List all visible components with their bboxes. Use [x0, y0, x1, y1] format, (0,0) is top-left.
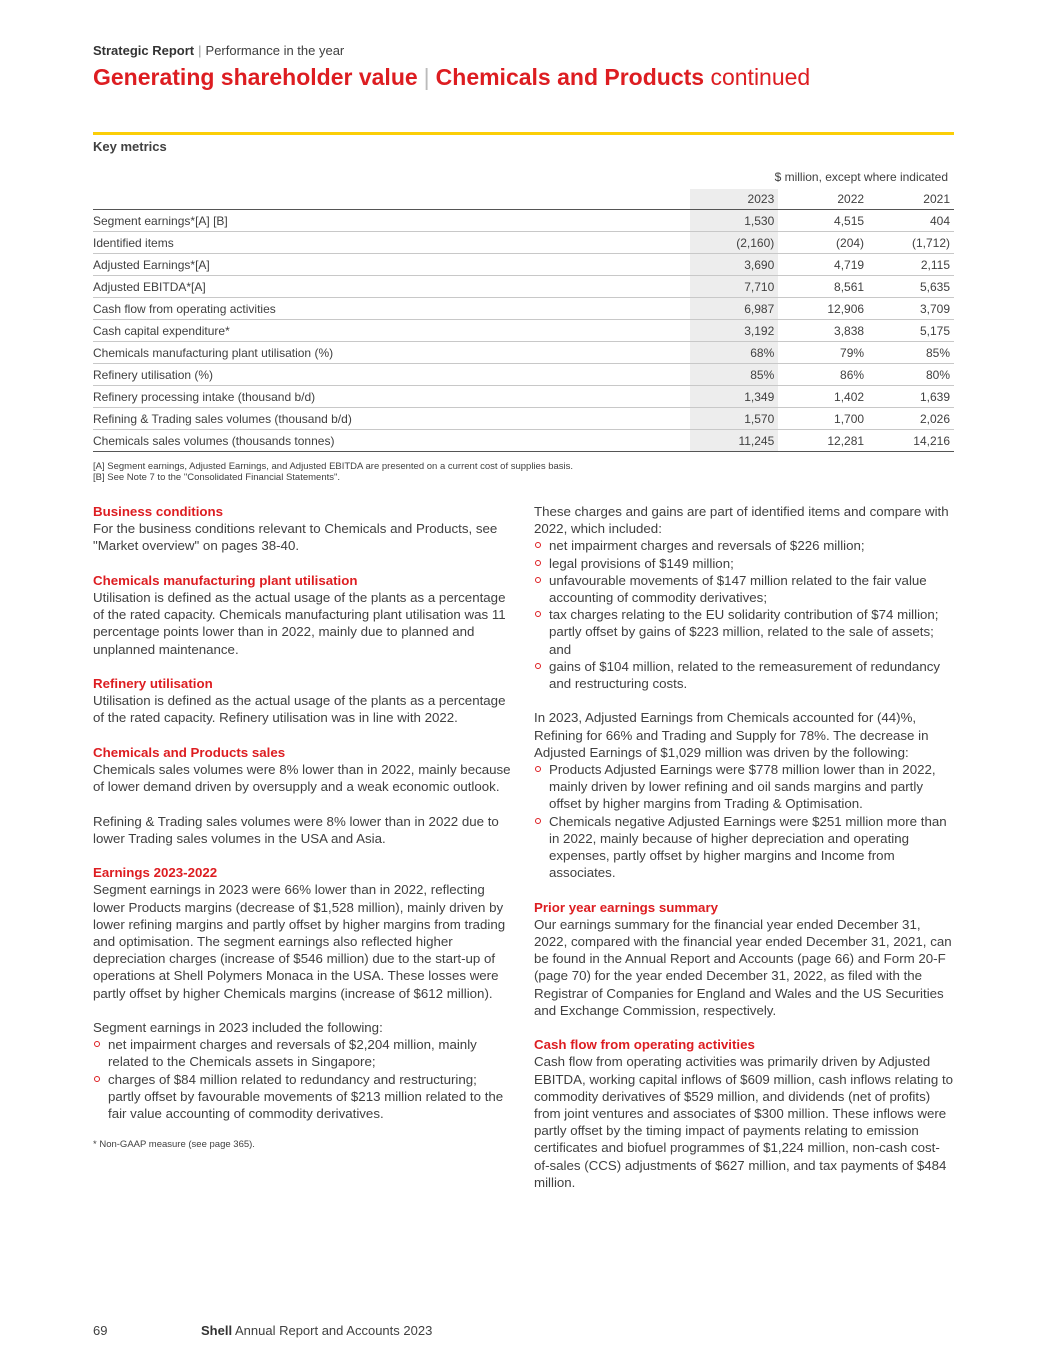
chem-util-section: [93, 572, 513, 658]
column-header-2022: 2022: [778, 189, 868, 210]
key-metrics-table: [93, 189, 954, 452]
cell-2021: 2,026: [868, 408, 954, 430]
cell-2021: 80%: [868, 364, 954, 386]
cell-2023: 1,530: [690, 210, 778, 232]
breadcrumb-separator: |: [198, 43, 202, 58]
table-notes: [93, 461, 573, 483]
list-item: Products Adjusted Earnings were $778 million lower than in 2022, mainly driven by lower refining and oil sands margins and partly offset by higher margins from Trading & Optimisation.: [534, 761, 954, 813]
section-divider: [93, 132, 954, 135]
business-conditions-heading: Business conditions: [93, 504, 224, 519]
earnings-paragraph-2: Segment earnings in 2023 included the following:: [93, 1020, 383, 1035]
cashflow-text: Cash flow from operating activities was primarily driven by Adjusted EBITDA, working capital inflows of $609 million, cash inflows relating to commodity derivatives of $529 million, and dividends (net of profits) from joint ventures and associates of $300 million. These inflows were partly offset by the timing impact of payments relating to emission certificates and biofuel programmes of $1,224 million, non-cash cost-of-sales (CCS) adjustments of $627 million, and tax payments of $484 million.: [534, 1054, 954, 1190]
cell-2022: 1,700: [778, 408, 868, 430]
table-header-row: [93, 189, 954, 210]
row-label: Refinery processing intake (thousand b/d): [93, 386, 690, 408]
table-row: [93, 276, 954, 298]
earnings-bullet-list: [93, 1036, 513, 1122]
cell-2021: 1,639: [868, 386, 954, 408]
cell-2023: 3,192: [690, 320, 778, 342]
cell-2022: 12,906: [778, 298, 868, 320]
list-item: unfavourable movements of $147 million related to the fair value accounting of commodity derivatives;: [534, 572, 954, 606]
key-metrics-heading: Key metrics: [93, 139, 167, 154]
adjusted-earnings-list: [534, 761, 954, 881]
footer-brand-name: Shell: [201, 1323, 233, 1338]
right-column: [534, 503, 954, 1191]
business-conditions-section: [93, 503, 513, 555]
identified-items-intro: These charges and gains are part of identified items and compare with 2022, which included:: [534, 504, 949, 537]
title-suffix: continued: [710, 64, 811, 90]
ref-util-section: [93, 675, 513, 727]
title-segment: Chemicals and Products: [435, 64, 705, 90]
cell-2022: 3,838: [778, 320, 868, 342]
row-label: Segment earnings*[A] [B]: [93, 210, 690, 232]
list-item: net impairment charges and reversals of $2,204 million, mainly related to the Chemicals assets in Singapore;: [93, 1036, 513, 1070]
cell-2023: 68%: [690, 342, 778, 364]
left-column: [93, 503, 513, 1151]
cell-2022: 79%: [778, 342, 868, 364]
table-row: [93, 342, 954, 364]
non-gaap-footnote: * Non-GAAP measure (see page 365).: [93, 1139, 255, 1151]
cell-2023: 7,710: [690, 276, 778, 298]
breadcrumb-section[interactable]: Strategic Report: [93, 43, 195, 58]
cell-2023: 3,690: [690, 254, 778, 276]
title-main: Generating shareholder value: [93, 64, 418, 90]
adjusted-earnings-intro: In 2023, Adjusted Earnings from Chemicals accounted for (44)%, Refining for 66% and Trading and Supply for 78%. The decrease in Adjusted Earnings of $1,029 million was driven by the following:: [534, 710, 929, 760]
sales-paragraph-2: Refining & Trading sales volumes were 8% lower than in 2022 due to lower Trading sales volumes in the USA and Asia.: [93, 813, 499, 846]
footer-report-title: Annual Report and Accounts 2023: [234, 1323, 433, 1338]
list-item: Chemicals negative Adjusted Earnings were $251 million more than in 2022, mainly because of higher depreciation and operating expenses, partly offset by higher margins and Income from associates.: [534, 813, 954, 882]
units-label: $ million, except where indicated: [774, 170, 948, 184]
list-item: tax charges relating to the EU solidarity contribution of $74 million; partly offset by gains of $223 million, related to the sale of assets; and: [534, 606, 954, 658]
page-title: [93, 64, 810, 91]
list-item: net impairment charges and reversals of $226 million;: [534, 537, 954, 554]
sales-section: [93, 744, 513, 847]
row-label: Identified items: [93, 232, 690, 254]
cell-2021: 14,216: [868, 430, 954, 452]
cell-2022: 1,402: [778, 386, 868, 408]
business-conditions-text: For the business conditions relevant to Chemicals and Products, see "Market overview" on pages 38-40.: [93, 521, 498, 554]
cell-2021: 5,635: [868, 276, 954, 298]
cell-2022: 86%: [778, 364, 868, 386]
prior-year-section: [534, 899, 954, 1019]
row-label: Cash flow from operating activities: [93, 298, 690, 320]
chem-util-text: Utilisation is defined as the actual usage of the plants as a percentage of the rated capacity. Chemicals manufacturing plant utilisation was 11 percentage points lower than in 2022, mainly due to planned and unplanned maintenance.: [93, 590, 506, 657]
prior-year-heading: Prior year earnings summary: [534, 899, 719, 915]
earnings-paragraph-1: Segment earnings in 2023 were 66% lower than in 2022, reflecting lower Products margins (decrease of $1,528 million), mainly driven by lower refining margins and partly offset by higher margins from trading and optimisation. The segment earnings also reflected higher depreciation charges (increase of $546 million) due to the start-up of operations at Shell Polymers Monaca in the USA. These losses were partly offset by higher Chemicals margins (increase of $612 million).: [93, 882, 506, 1001]
cell-2022: 12,281: [778, 430, 868, 452]
cell-2023: (2,160): [690, 232, 778, 254]
cell-2021: 404: [868, 210, 954, 232]
table-row: [93, 364, 954, 386]
row-label: Adjusted Earnings*[A]: [93, 254, 690, 276]
breadcrumb: [93, 43, 344, 58]
table-row: [93, 386, 954, 408]
footer-brand: [201, 1323, 432, 1338]
ref-util-heading: Refinery utilisation: [93, 676, 213, 691]
cell-2022: (204): [778, 232, 868, 254]
page-number: 69: [93, 1323, 108, 1338]
list-item: legal provisions of $149 million;: [534, 555, 954, 572]
cell-2021: 85%: [868, 342, 954, 364]
breadcrumb-subsection[interactable]: Performance in the year: [205, 43, 345, 58]
row-label: Cash capital expenditure*: [93, 320, 690, 342]
sales-heading: Chemicals and Products sales: [93, 744, 286, 760]
cell-2023: 6,987: [690, 298, 778, 320]
table-row: [93, 430, 954, 452]
prior-year-text: Our earnings summary for the financial year ended December 31, 2022, compared with the financial year ended December 31, 2021, can be found in the Annual Report and Accounts (page 66) and Form 20-F (page 70) for the year ended December 31, 2022, as filed with the Registrar of Companies for England and Wales and the US Securities and Exchange Commission, respectively.: [534, 916, 952, 1018]
cell-2023: 1,570: [690, 408, 778, 430]
title-separator: |: [423, 64, 430, 90]
ref-util-text: Utilisation is defined as the actual usage of the plants as a percentage of the rated capacity. Refinery utilisation was in line with 2022.: [93, 693, 506, 726]
sales-paragraph-1: Chemicals sales volumes were 8% lower than in 2022, mainly because of lower demand driven by oversupply and a weak economic outlook.: [93, 762, 511, 795]
cell-2021: (1,712): [868, 232, 954, 254]
table-row: [93, 298, 954, 320]
row-label: Adjusted EBITDA*[A]: [93, 276, 690, 298]
cell-2022: 4,719: [778, 254, 868, 276]
cell-2021: 2,115: [868, 254, 954, 276]
cell-2023: 11,245: [690, 430, 778, 452]
list-item: charges of $84 million related to redundancy and restructuring; partly offset by favourable movements of $213 million related to the fair value accounting of commodity derivatives.: [93, 1071, 513, 1123]
table-note-a: [A] Segment earnings, Adjusted Earnings, and Adjusted EBITDA are presented on a current cost of supplies basis.: [93, 461, 574, 472]
cell-2022: 4,515: [778, 210, 868, 232]
row-label: Refinery utilisation (%): [93, 364, 690, 386]
column-header-label: [93, 189, 690, 210]
cashflow-heading: Cash flow from operating activities: [534, 1037, 755, 1053]
row-label: Chemicals manufacturing plant utilisation (%): [93, 342, 690, 364]
cell-2021: 5,175: [868, 320, 954, 342]
table-row: [93, 232, 954, 254]
identified-items-list: [534, 537, 954, 692]
cell-2023: 85%: [690, 364, 778, 386]
chem-util-heading: Chemicals manufacturing plant utilisation: [93, 572, 358, 588]
table-row: [93, 408, 954, 430]
cashflow-section: [534, 1036, 954, 1191]
cell-2022: 8,561: [778, 276, 868, 298]
row-label: Refining & Trading sales volumes (thousand b/d): [93, 408, 690, 430]
table-row: [93, 254, 954, 276]
row-label: Chemicals sales volumes (thousands tonnes): [93, 430, 690, 452]
list-item: gains of $104 million, related to the remeasurement of redundancy and restructuring costs.: [534, 658, 954, 692]
table-note-b: [B] See Note 7 to the "Consolidated Financial Statements".: [93, 472, 341, 483]
earnings-section: [93, 864, 513, 1122]
table-row: [93, 320, 954, 342]
cell-2021: 3,709: [868, 298, 954, 320]
column-header-2021: 2021: [868, 189, 954, 210]
column-header-2023: 2023: [690, 189, 778, 210]
table-row: [93, 210, 954, 232]
earnings-heading: Earnings 2023-2022: [93, 865, 218, 881]
cell-2023: 1,349: [690, 386, 778, 408]
